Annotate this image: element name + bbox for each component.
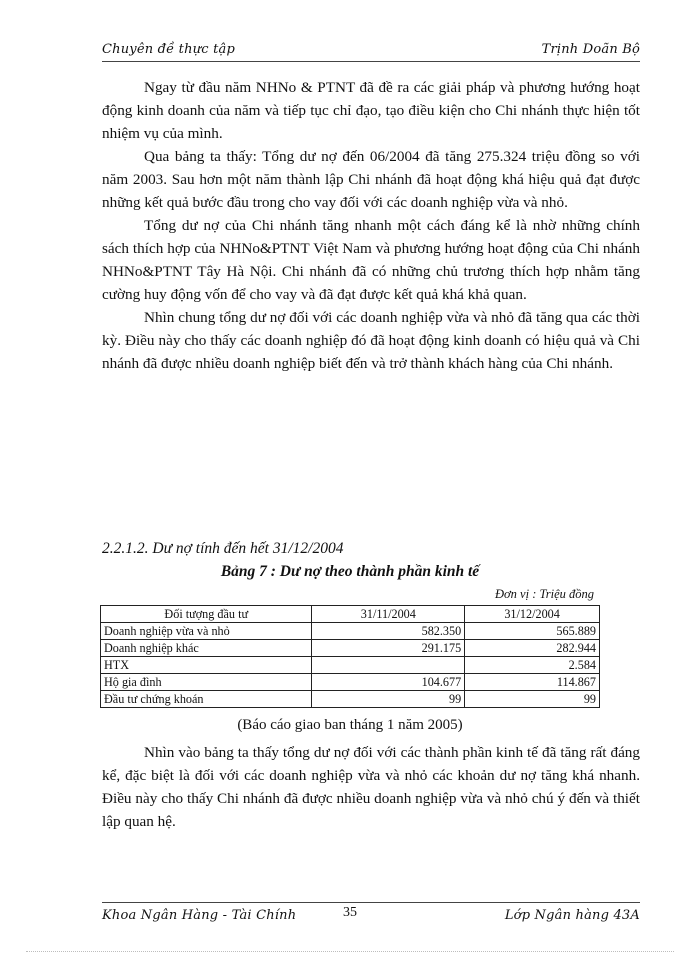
row-value	[312, 657, 465, 674]
header-rule	[102, 61, 640, 62]
table-row	[101, 691, 600, 708]
body-text	[102, 76, 640, 375]
row-label: Doanh nghiệp vừa và nhỏ	[101, 623, 312, 640]
closing-paragraph: Nhìn vào bảng ta thấy tổng dư nợ đối với các thành phần kinh tế đã tăng rất đáng kể, đặc biệt là đối với các doanh nghiệp vừa và nhỏ các khoản dư nợ tăng khá nhanh. Điều này cho thấy Chi nhánh đã được nhiều doanh nghiệp vừa và nhỏ chú ý đến và thiết lập quan hệ.	[102, 744, 640, 830]
paragraph-3: Tổng dư nợ của Chi nhánh tăng nhanh một cách đáng kể là nhờ những chính sách thích hợp của NHNo&PTNT Việt Nam và phương hướng hoạt động của Chi nhánh NHNo&PTNT Tây Hà Nội. Chi nhánh đã có những chủ trương thích hợp nhằm tăng cường huy động vốn để cho vay và đã đạt được kết quả khá khả quan.	[102, 217, 640, 303]
table-unit: Đơn vị : Triệu đồng	[494, 587, 594, 601]
table-source: (Báo cáo giao ban tháng 1 năm 2005)	[237, 717, 463, 733]
closing-text	[102, 741, 640, 833]
column-header: 31/11/2004	[312, 606, 465, 623]
row-value: 99	[465, 691, 600, 708]
row-label: Đầu tư chứng khoán	[101, 691, 312, 708]
footer-rule	[102, 902, 640, 903]
row-label: Hộ gia đình	[101, 674, 312, 691]
row-value: 99	[312, 691, 465, 708]
credit-table	[100, 605, 600, 708]
column-header: Đối tượng đầu tư	[101, 606, 312, 623]
header-right: Trịnh Doãn Bộ	[541, 42, 640, 57]
table-row	[101, 657, 600, 674]
row-value: 582.350	[312, 623, 465, 640]
table-header-row	[101, 606, 600, 623]
row-value: 291.175	[312, 640, 465, 657]
table-row	[101, 640, 600, 657]
row-value: 282.944	[465, 640, 600, 657]
row-label: HTX	[101, 657, 312, 674]
table-title: Bảng 7 : Dư nợ theo thành phần kinh tế	[220, 563, 480, 580]
paragraph-2: Qua bảng ta thấy: Tổng dư nợ đến 06/2004 đã tăng 275.324 triệu đồng so với năm 2003. Sau hơn một năm thành lập Chi nhánh đã hoạt động khá hiệu quả đạt được những kết quả bước đầu trong cho vay đối với các doanh nghiệp vừa và nhỏ.	[102, 148, 640, 211]
page-number: 35	[343, 905, 357, 920]
header-left: Chuyên đề thực tập	[102, 42, 235, 57]
row-value: 2.584	[465, 657, 600, 674]
row-value: 114.867	[465, 674, 600, 691]
row-value: 104.677	[312, 674, 465, 691]
paragraph-4: Nhìn chung tổng dư nợ đối với các doanh nghiệp vừa và nhỏ đã tăng qua các thời kỳ. Điều này cho thấy các doanh nghiệp đó đã hoạt động kinh doanh có hiệu quả và Chi nhánh đã được nhiều doanh nghiệp biết đến và trở thành khách hàng của Chi nhánh.	[102, 309, 640, 372]
paragraph-1: Ngay từ đầu năm NHNo & PTNT đã đề ra các giải pháp và phương hướng hoạt động kinh doanh của năm và tiếp tục chỉ đạo, tạo điều kiện cho Chi nhánh thực hiện tốt nhiệm vụ của mình.	[102, 79, 640, 142]
footer-right: Lớp Ngân hàng 43A	[504, 908, 640, 923]
row-label: Doanh nghiệp khác	[101, 640, 312, 657]
table-row	[101, 623, 600, 640]
section-heading: 2.2.1.2. Dư nợ tính đến hết 31/12/2004	[102, 540, 344, 557]
table-row	[101, 674, 600, 691]
footer-left: Khoa Ngân Hàng - Tài Chính	[102, 908, 297, 923]
page-border	[26, 951, 674, 952]
row-value: 565.889	[465, 623, 600, 640]
column-header: 31/12/2004	[465, 606, 600, 623]
